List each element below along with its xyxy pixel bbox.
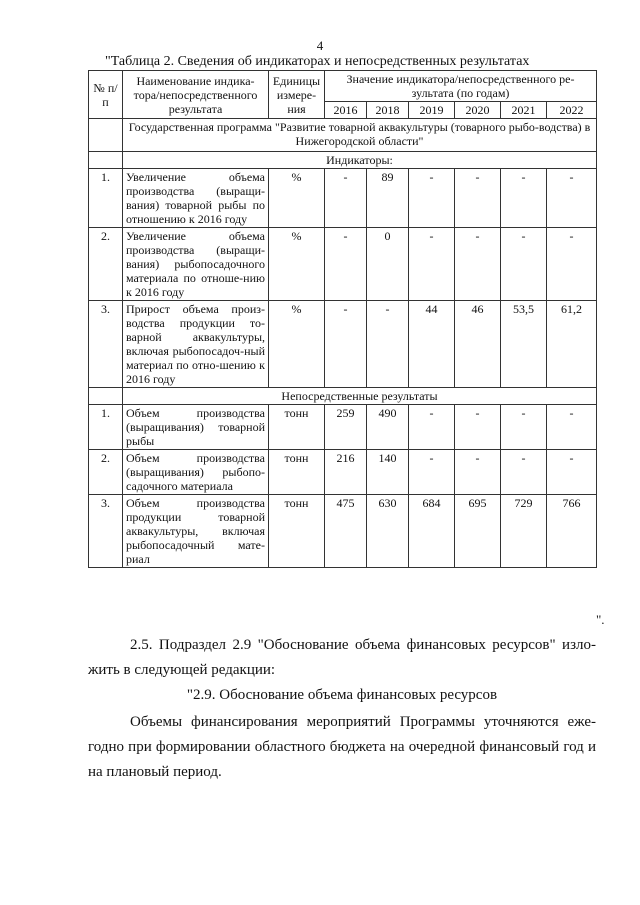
row-unit: тонн [269,495,325,568]
subsection-heading: "2.9. Обоснование объема финансовых ресурсов [186,687,498,703]
row-value: 216 [325,450,367,495]
table-row [89,228,597,301]
row-value: - [547,228,597,301]
row-unit: % [269,301,325,388]
row-value: - [547,450,597,495]
table-row [89,169,597,228]
row-value: - [501,169,547,228]
row-unit: % [269,169,325,228]
page-number: 4 [316,38,324,53]
row-value: - [325,301,367,388]
row-value: 0 [367,228,409,301]
row-value: 53,5 [501,301,547,388]
row-num: 3. [89,301,123,388]
header-year: 2022 [547,102,597,119]
row-value: - [409,405,455,450]
row-value: 630 [367,495,409,568]
row-value: 490 [367,405,409,450]
table-row [89,405,597,450]
results-title: Непосредственные результаты [123,388,597,405]
header-unit: Единицы измере-ния [269,71,325,119]
indicators-table [88,70,597,568]
indicators-title: Индикаторы: [123,152,597,169]
table-row [89,495,597,568]
paragraph-amendment: 2.5. Подраздел 2.9 "Обоснование объема финансовых ресурсов" изло-жить в следующей редакции: [88,637,596,678]
header-num: № п/п [89,71,123,119]
header-year: 2020 [455,102,501,119]
table-row [89,301,597,388]
row-value: 766 [547,495,597,568]
row-value: 729 [501,495,547,568]
row-value: - [409,450,455,495]
row-value: - [455,228,501,301]
row-unit: % [269,228,325,301]
row-name: Объем производства продукции товарной аквакультуры, включая рыбопосадочный мате-риал [123,495,269,568]
row-num: 2. [89,450,123,495]
row-value: - [455,169,501,228]
row-value: 695 [455,495,501,568]
row-unit: тонн [269,405,325,450]
row-value: - [409,228,455,301]
row-num: 1. [89,169,123,228]
header-values: Значение индикатора/непосредственного ре-зультата (по годам) [325,71,597,102]
row-value: 259 [325,405,367,450]
closing-quote-mark: ". [596,612,605,627]
row-value: 140 [367,450,409,495]
row-num: 1. [89,405,123,450]
header-year: 2016 [325,102,367,119]
paragraph-financing: Объемы финансирования мероприятий Программы уточняются еже-годно при формировании областного бюджета на очередной финансовый год и на плановый период. [88,714,596,780]
row-unit: тонн [269,450,325,495]
row-value: 89 [367,169,409,228]
results-section-row [89,388,597,405]
row-value: - [547,405,597,450]
program-row [89,119,597,152]
row-name: Увеличение объема производства (выращи-вания) товарной рыбы по отношению к 2016 году [123,169,269,228]
row-value: - [409,169,455,228]
header-name: Наименование индика-тора/непосредственного результата [123,71,269,119]
row-value: - [367,301,409,388]
indicators-section-row [89,152,597,169]
row-name: Увеличение объема производства (выращи-вания) рыбопосадочного материала по отноше-нию к 2016 году [123,228,269,301]
row-value: - [501,228,547,301]
row-name: Объем производства (выращивания) рыбопо-садочного материала [123,450,269,495]
row-value: - [325,169,367,228]
row-num: 3. [89,495,123,568]
program-title: Государственная программа "Развитие товарной аквакультуры (товарного рыбо-водства) в Нижегородской области" [123,119,597,152]
row-value: - [501,450,547,495]
header-year: 2018 [367,102,409,119]
row-value: - [325,228,367,301]
row-value: - [547,169,597,228]
row-value: 61,2 [547,301,597,388]
row-value: - [455,450,501,495]
row-value: 44 [409,301,455,388]
row-name: Объем производства (выращивания) товарной рыбы [123,405,269,450]
row-name: Прирост объема произ-водства продукции то-варной аквакультуры, включая рыбопосадоч-ный материал по отно-шению к 2016 году [123,301,269,388]
table-caption: "Таблица 2. Сведения об индикаторах и непосредственных результатах [105,54,530,69]
row-value: 475 [325,495,367,568]
header-year: 2019 [409,102,455,119]
header-year: 2021 [501,102,547,119]
table-row [89,450,597,495]
row-value: 46 [455,301,501,388]
row-value: - [501,405,547,450]
row-value: 684 [409,495,455,568]
row-value: - [455,405,501,450]
row-num: 2. [89,228,123,301]
